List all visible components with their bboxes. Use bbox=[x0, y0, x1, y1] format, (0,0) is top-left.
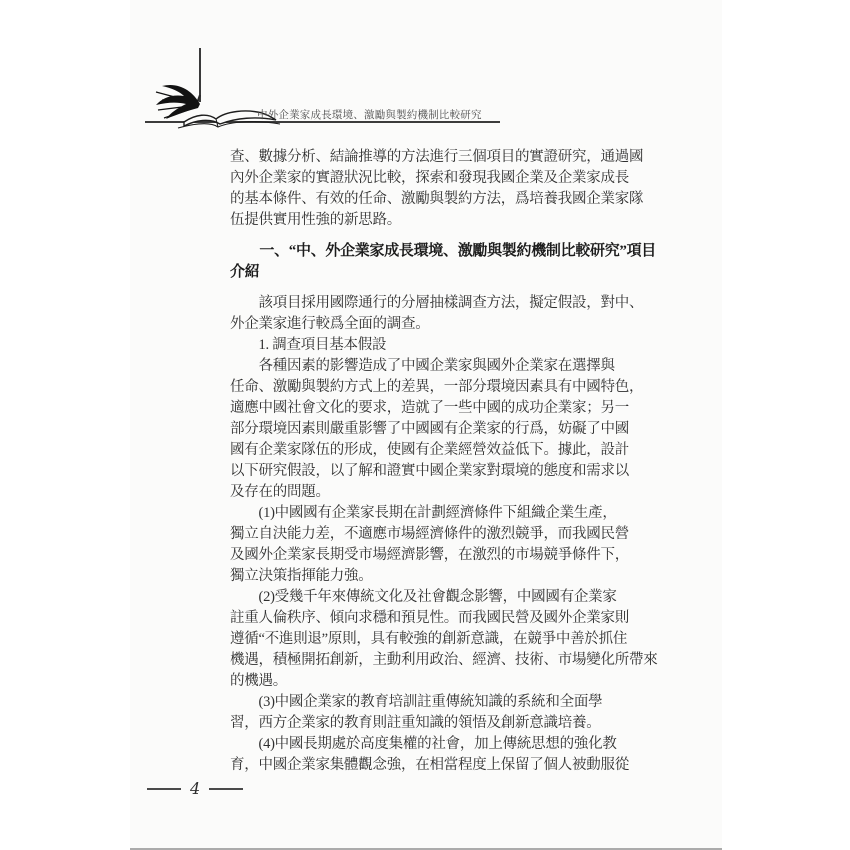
text-line: 育，中國企業家集體觀念強，在相當程度上保留了個人被動服從 bbox=[230, 757, 629, 773]
text-line: 任命、激勵與製約方式上的差異，一部分環境因素具有中國特色， bbox=[230, 379, 644, 395]
page-number: 4 bbox=[190, 779, 201, 798]
text-line: 及國外企業家長期受市場經濟影響，在激烈的市場競爭條件下， bbox=[230, 547, 629, 563]
text-line: 一、“中、外企業家成長環境、激勵與製約機制比較研究”項目 bbox=[230, 243, 657, 259]
text-line: (1)中國國有企業家長期在計劃經濟條件下組織企業生產， bbox=[230, 505, 617, 521]
page-content bbox=[230, 147, 660, 776]
text-line: (2)受幾千年來傳統文化及社會觀念影響，中國國有企業家 bbox=[230, 589, 617, 605]
text-line: 獨立自決能力差，不適應市場經濟條件的激烈競爭，而我國民營 bbox=[230, 526, 629, 542]
text-line: 該項目採用國際通行的分層抽樣調查方法，擬定假設，對中、 bbox=[230, 295, 644, 311]
footer-dash-left bbox=[147, 788, 181, 790]
paragraph bbox=[230, 356, 660, 503]
text-line: 各種因素的影響造成了中國企業家與國外企業家在選擇與 bbox=[230, 358, 615, 374]
text-line: 部分環境因素則嚴重影響了中國國有企業家的行爲，妨礙了中國 bbox=[230, 421, 629, 437]
text-line: 獨立決策指揮能力強。 bbox=[230, 568, 373, 584]
text-line: 註重人倫秩序、傾向求穩和預見性。而我國民營及國外企業家則 bbox=[230, 610, 629, 626]
text-line: (3)中國企業家的教育培訓註重傳統知識的系統和全面學 bbox=[230, 694, 603, 710]
footer-dash-right bbox=[209, 788, 243, 790]
text-line: 及存在的問題。 bbox=[230, 484, 330, 500]
text-line: 查、數據分析、結論推導的方法進行三個項目的實證研究，通過國 bbox=[230, 149, 644, 165]
text-line: 內外企業家的實證狀況比較，探索和發現我國企業及企業家成長 bbox=[230, 170, 629, 186]
quill-book-logo bbox=[150, 40, 310, 140]
paragraph bbox=[230, 293, 660, 335]
paragraph bbox=[230, 503, 660, 587]
page-footer bbox=[147, 780, 243, 798]
paragraph bbox=[230, 335, 660, 356]
text-line: 遵循“不進則退”原則，具有較強的創新意識，在競爭中善於抓住 bbox=[230, 631, 628, 647]
text-line: 伍提供實用性強的新思路。 bbox=[230, 212, 401, 228]
text-line: 機遇，積極開拓創新，主動利用政治、經濟、技術、市場變化所帶來 bbox=[230, 652, 658, 668]
section-heading bbox=[230, 241, 660, 283]
text-line: 的基本條件、有效的任命、激勵與製約方法，爲培養我國企業家隊 bbox=[230, 191, 644, 207]
text-line: (4)中國長期處於高度集權的社會，加上傳統思想的強化教 bbox=[230, 736, 617, 752]
text-line: 1. 調查項目基本假設 bbox=[230, 337, 387, 353]
text-line: 介紹 bbox=[230, 264, 260, 280]
text-line: 外企業家進行較爲全面的調查。 bbox=[230, 316, 430, 332]
text-line: 國有企業家隊伍的形成，使國有企業經營效益低下。據此，設計 bbox=[230, 442, 629, 458]
paragraph bbox=[230, 147, 660, 231]
quill-on-open-book-icon bbox=[150, 40, 310, 140]
page-scan-area bbox=[130, 0, 722, 850]
paragraph bbox=[230, 734, 660, 776]
text-line: 習，西方企業家的教育則註重知識的領悟及創新意識培養。 bbox=[230, 715, 601, 731]
text-line: 適應中國社會文化的要求，造就了一些中國的成功企業家；另一 bbox=[230, 400, 629, 416]
text-line: 以下研究假設，以了解和證實中國企業家對環境的態度和需求以 bbox=[230, 463, 629, 479]
running-header-title: 中外企業家成長環境、激勵與製約機制比較研究 bbox=[257, 110, 482, 121]
text-line: 的機遇。 bbox=[230, 673, 287, 689]
paragraph bbox=[230, 587, 660, 692]
paragraph bbox=[230, 692, 660, 734]
